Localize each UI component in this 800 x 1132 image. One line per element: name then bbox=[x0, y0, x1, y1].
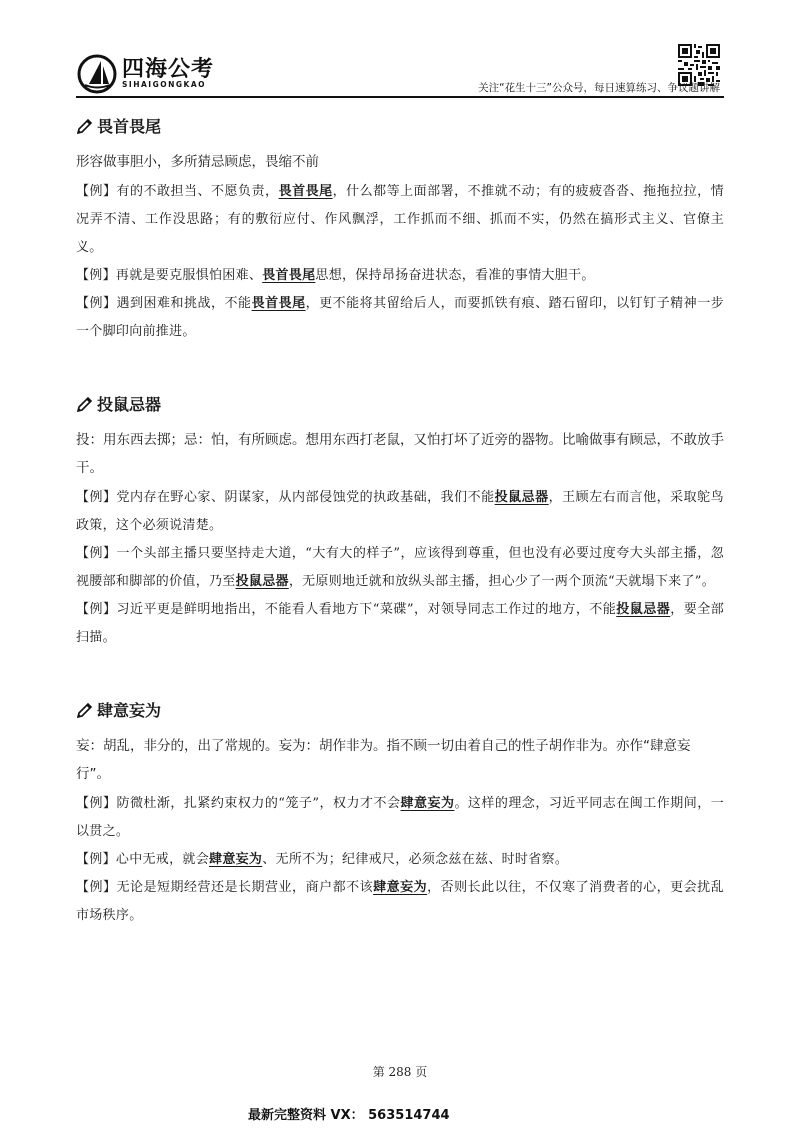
idiom-entry bbox=[76, 692, 724, 930]
idiom-keyword: 肆意妄为 bbox=[373, 880, 428, 895]
sailboat-logo-icon bbox=[77, 54, 117, 94]
header-slogan: 关注“花生十三”公众号，每日速算练习、争议题讲解 bbox=[478, 82, 720, 94]
example-sentence: 【例】心中无戒，就会肆意妄为、无所不为；纪律戒尺，必须念兹在兹、时时省察。 bbox=[76, 852, 569, 867]
idiom-keyword: 投鼠忌器 bbox=[494, 490, 549, 505]
example-sentence: 【例】有的不敢担当、不愿负责，畏首畏尾，什么都等上面部署，不推就不动；有的疲疲沓沓、拖拖拉拉，情况弄不清、工作没思路；有的敷衍应付、作风飘浮，工作抓而不细、抓而不实，仍然在搞形式主义、官僚主义。 bbox=[76, 184, 724, 255]
idiom-title-text: 投鼠忌器 bbox=[97, 394, 162, 414]
idiom-entry bbox=[76, 108, 724, 346]
idiom-definition: 妄：胡乱，非分的，出了常规的。妄为：胡作非为。指不顾一切由着自己的性子胡作非为。亦作“肆意妄行”。 bbox=[76, 738, 691, 782]
idiom-keyword: 畏首畏尾 bbox=[278, 184, 333, 199]
footer-contact: 最新完整资料 VX： 563514744 bbox=[248, 1108, 450, 1123]
pencil-icon bbox=[76, 116, 94, 134]
page-header bbox=[0, 0, 800, 100]
brand-subtitle: SIHAIGONGKAO bbox=[122, 80, 207, 89]
idiom-title bbox=[76, 386, 724, 420]
example-sentence: 【例】一个头部主播只要坚持走大道，“大有大的样子”，应该得到尊重，但也没有必要过度夸大头部主播，忽视腰部和脚部的价值，乃至投鼠忌器，无原则地迁就和放纵头部主播，担心少了一两个顶流“天就塌下来了”。 bbox=[76, 546, 724, 589]
idiom-title bbox=[76, 108, 724, 142]
idiom-keyword: 畏首畏尾 bbox=[251, 296, 306, 311]
idiom-definition: 形容做事胆小，多所猜忌顾虑，畏缩不前 bbox=[76, 154, 319, 170]
idiom-keyword: 肆意妄为 bbox=[400, 796, 455, 811]
example-sentence: 【例】党内存在野心家、阴谋家，从内部侵蚀党的执政基础，我们不能投鼠忌器，王顾左右而言他，采取鸵鸟政策，这个必须说清楚。 bbox=[76, 490, 724, 533]
idiom-keyword: 畏首畏尾 bbox=[262, 268, 316, 283]
idiom-definition: 投：用东西去掷；忌：怕，有所顾虑。想用东西打老鼠，又怕打坏了近旁的器物。比喻做事有顾忌，不敢放手干。 bbox=[76, 432, 724, 476]
idiom-keyword: 投鼠忌器 bbox=[616, 602, 671, 617]
pencil-icon bbox=[76, 700, 94, 718]
idiom-keyword: 投鼠忌器 bbox=[235, 574, 289, 589]
pencil-icon bbox=[76, 394, 94, 412]
brand-name: 四海公考 bbox=[122, 57, 215, 82]
idiom-keyword: 肆意妄为 bbox=[209, 852, 263, 867]
header-divider bbox=[76, 96, 724, 98]
document-body bbox=[76, 104, 724, 930]
idiom-title-text: 肆意妄为 bbox=[97, 700, 162, 720]
idiom-title-text: 畏首畏尾 bbox=[97, 116, 162, 136]
example-sentence: 【例】习近平更是鲜明地指出，不能看人看地方下“菜碟”，对领导同志工作过的地方，不能投鼠忌器，要全部扫描。 bbox=[76, 602, 724, 645]
page-number: 第 288 页 bbox=[372, 1065, 428, 1079]
example-sentence: 【例】再就是要克服惧怕困难、畏首畏尾思想，保持昂扬奋进状态，看准的事情大胆干。 bbox=[76, 268, 595, 283]
example-sentence: 【例】遇到困难和挑战，不能畏首畏尾，更不能将其留给后人，而要抓铁有痕、踏石留印，以钉钉子精神一步一个脚印向前推进。 bbox=[76, 296, 724, 339]
idiom-entry bbox=[76, 386, 724, 652]
example-sentence: 【例】无论是短期经营还是长期营业，商户都不该肆意妄为，否则长此以往，不仅寒了消费者的心，更会扰乱市场秩序。 bbox=[76, 880, 724, 923]
idiom-title bbox=[76, 692, 724, 726]
example-sentence: 【例】防微杜渐，扎紧约束权力的“笼子”，权力才不会肆意妄为。这样的理念，习近平同志在闽工作期间，一以贯之。 bbox=[76, 796, 724, 839]
